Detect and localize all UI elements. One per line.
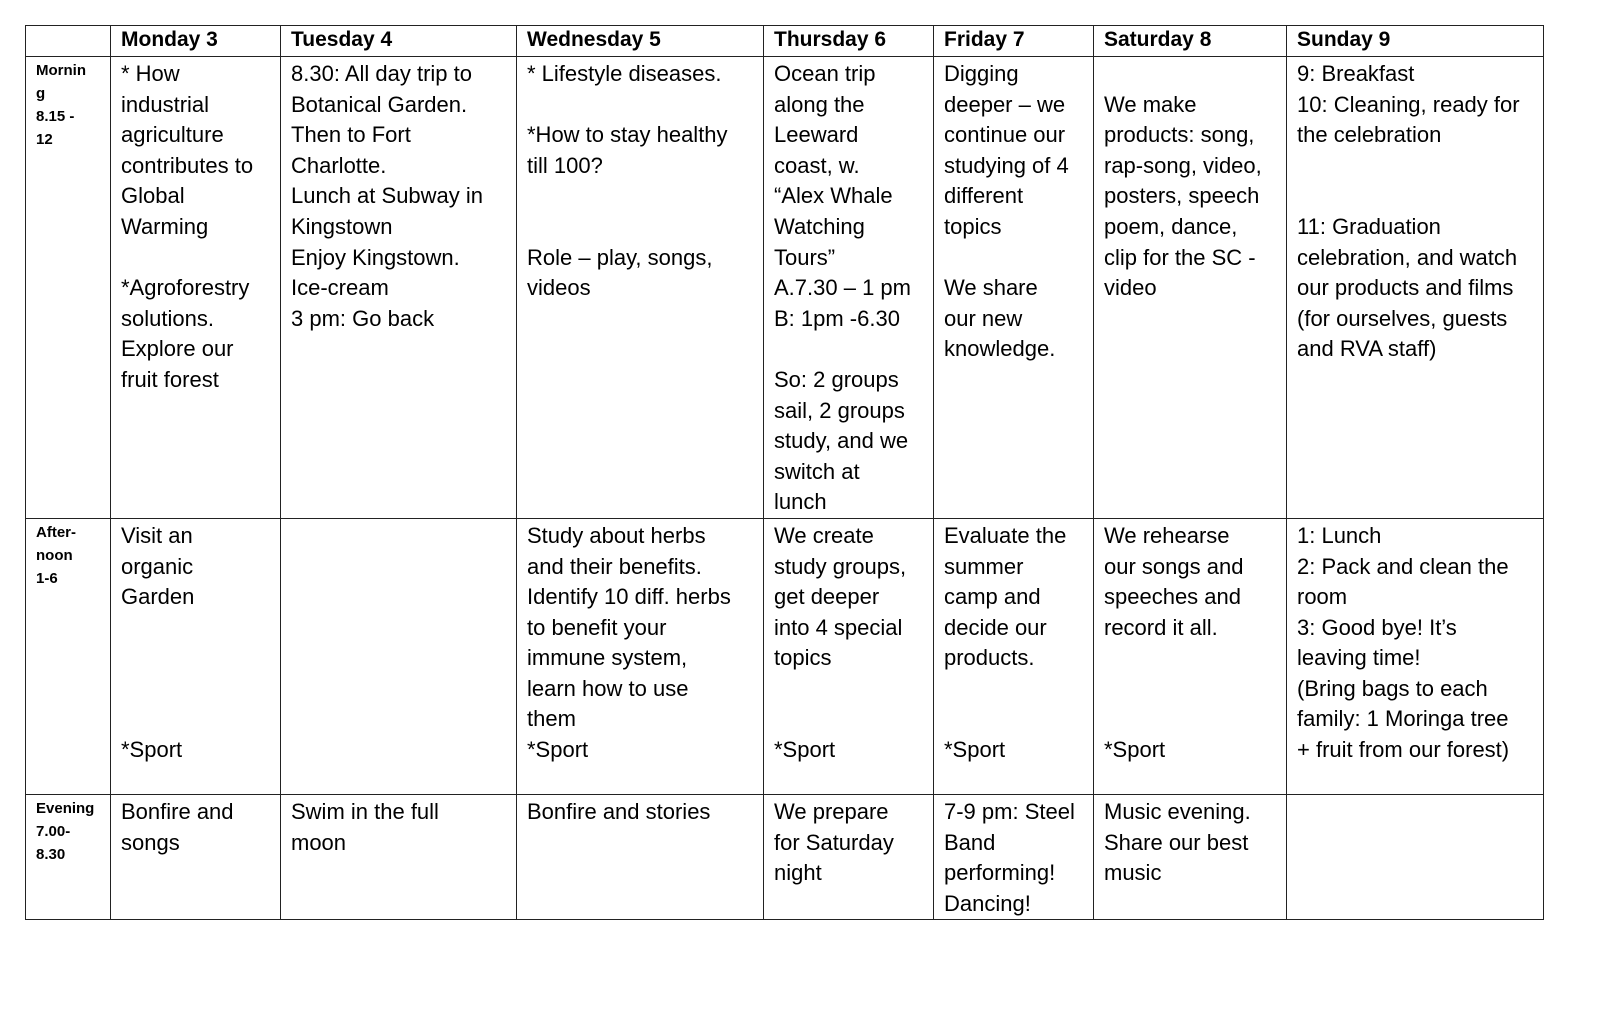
afternoon-sunday-cell: 1: Lunch 2: Pack and clean the room 3: Good bye! It’s leaving time! (Bring bags to each family: 1 Moringa tree + fruit from our forest) <box>1287 518 1544 794</box>
day-header-friday: Friday 7 <box>934 26 1094 57</box>
evening-row <box>26 794 1544 919</box>
evening-monday-cell: Bonfire and songs <box>111 794 281 919</box>
afternoon-thursday-cell: We create study groups, get deeper into 4 special topics *Sport <box>764 518 934 794</box>
morning-tuesday-cell: 8.30: All day trip to Botanical Garden. Then to Fort Charlotte. Lunch at Subway in Kingstown Enjoy Kingstown. Ice-cream 3 pm: Go back <box>281 57 517 519</box>
evening-tuesday-cell: Swim in the full moon <box>281 794 517 919</box>
morning-sunday-cell: 9: Breakfast 10: Cleaning, ready for the celebration 11: Graduation celebration, and watch our products and films (for ourselves, guests and RVA staff) <box>1287 57 1544 519</box>
afternoon-saturday-cell: We rehearse our songs and speeches and record it all. *Sport <box>1094 518 1287 794</box>
evening-thursday-cell: We prepare for Saturday night <box>764 794 934 919</box>
weekly-schedule-table <box>25 25 1544 920</box>
day-header-sunday: Sunday 9 <box>1287 26 1544 57</box>
morning-friday-cell: Digging deeper – we continue our studying of 4 different topics We share our new knowledge. <box>934 57 1094 519</box>
morning-row <box>26 57 1544 519</box>
afternoon-monday-cell: Visit an organic Garden *Sport <box>111 518 281 794</box>
morning-monday-cell: * How industrial agriculture contributes to Global Warming *Agroforestry solutions. Explore our fruit forest <box>111 57 281 519</box>
afternoon-tuesday-cell <box>281 518 517 794</box>
afternoon-wednesday-cell: Study about herbs and their benefits. Identify 10 diff. herbs to benefit your immune system, learn how to use them *Sport <box>517 518 764 794</box>
day-header-tuesday: Tuesday 4 <box>281 26 517 57</box>
day-header-thursday: Thursday 6 <box>764 26 934 57</box>
morning-wednesday-cell: * Lifestyle diseases. *How to stay healthy till 100? Role – play, songs, videos <box>517 57 764 519</box>
evening-saturday-cell: Music evening. Share our best music <box>1094 794 1287 919</box>
evening-wednesday-cell: Bonfire and stories <box>517 794 764 919</box>
row-label-afternoon: After- noon 1-6 <box>26 518 111 794</box>
morning-saturday-cell: We make products: song, rap-song, video, posters, speech poem, dance, clip for the SC - video <box>1094 57 1287 519</box>
evening-sunday-cell <box>1287 794 1544 919</box>
afternoon-friday-cell: Evaluate the summer camp and decide our products. *Sport <box>934 518 1094 794</box>
morning-thursday-cell: Ocean trip along the Leeward coast, w. “Alex Whale Watching Tours” A.7.30 – 1 pm B: 1pm -6.30 So: 2 groups sail, 2 groups study, and we switch at lunch <box>764 57 934 519</box>
day-header-monday: Monday 3 <box>111 26 281 57</box>
afternoon-row <box>26 518 1544 794</box>
day-header-saturday: Saturday 8 <box>1094 26 1287 57</box>
row-label-evening: Evening 7.00- 8.30 <box>26 794 111 919</box>
row-label-morning: Mornin g 8.15 - 12 <box>26 57 111 519</box>
corner-cell <box>26 26 111 57</box>
header-row <box>26 26 1544 57</box>
evening-friday-cell: 7-9 pm: Steel Band performing! Dancing! <box>934 794 1094 919</box>
day-header-wednesday: Wednesday 5 <box>517 26 764 57</box>
